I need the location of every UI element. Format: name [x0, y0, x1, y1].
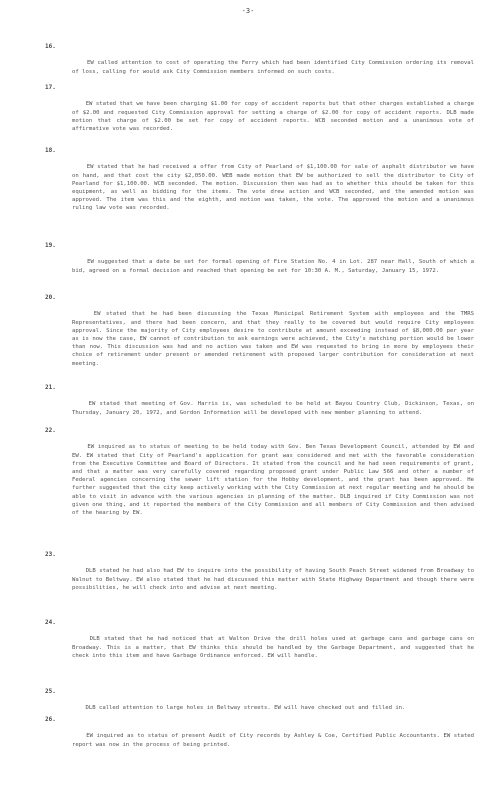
- item-number: 18.: [45, 147, 56, 154]
- item-number: 17.: [45, 84, 56, 91]
- minutes-item: [45, 384, 478, 425]
- item-text: EW called attention to cost of operating the Ferry which had been identified City Commission ordering its removal of loss, calling for would ask City Commission members informed on such costs.: [72, 60, 478, 75]
- item-text: EW inquired as to status of meeting to be held today with Gov. Ben Texas Development Council, attended by EW and EW. EW stated that City of Pearland's application for grant was considered and met with the favorable consideration from the Executive Committee and Board of Directors. It stated from the council and he had seen requirements of grant, and that a matter was very carefully covered regarding proposed grant under Public Law 566 and other a number of Federal agencies concerning the sewer lift station for the Hobby development, and the grant has been approved. He further suggested that the city keep actively working with the City Commission at next regular meeting and he should be able to visit in advance with the various agencies in planning of the matter. DLB inquired if City Commission was not given one thing, and it reported the members of the City Commission and all members of City Commission and then advised of the hearing by EW.: [72, 444, 478, 517]
- item-number: 25.: [45, 688, 56, 695]
- item-number: 20.: [45, 294, 56, 301]
- minutes-item: [45, 716, 478, 757]
- item-text: DLB called attention to large holes in Beltway streets. EW will have checked out and filled in.: [85, 705, 406, 712]
- minutes-item: [45, 147, 478, 221]
- minutes-item: [45, 43, 478, 84]
- item-number: 16.: [45, 43, 56, 50]
- minutes-item: [45, 427, 478, 525]
- item-number: 24.: [45, 619, 56, 626]
- item-number: 21.: [45, 384, 56, 391]
- page-number: -3-: [241, 7, 255, 15]
- item-text: EW inquired as to status of present Audit of City records by Ashley & Coe, Certified Public Accountants. EW stated report was now in the process of being printed.: [72, 733, 478, 748]
- item-text: EW stated that he had received a offer from City of Pearland of $1,100.00 for sale of asphalt distributor we have on hand, and that cost the city $2,050.00. WEB made motion that EW be authorized to sell the distributor to City of Pearland for $1,100.00. WCB seconded. The motion. Discussion then was had as to whether this should be taken for this equipment, as well as bidding for the items. The vote drew action and WCB seconded, and the amended motion was approved. The item was this and the eighth, and motion was taken, the vote. The approved the motion and a unanimous ruling law vote was recorded.: [72, 164, 478, 212]
- item-number: 22.: [45, 427, 56, 434]
- item-text: DLB stated he had also had EW to inquire into the possibility of having South Peach Street widened from Broadway to Walnut to Beltway. EW also stated that he had discussed this matter with State Highway Department and though there were possibilities, he will check into and advise at next meeting.: [72, 568, 478, 591]
- item-number: 23.: [45, 551, 56, 558]
- minutes-item: [45, 242, 478, 283]
- item-text: EW stated that he had been discussing the Texas Municipal Retirement System with employees and the TMRS Representatives, and there had been concern, and that they really to be covered but would require City employees approval. Since the majority of City employees desire to contribute at amount exceeding instead of $8,000.00 per year as is now the case, EW cannot of contribution to ask earnings were achieved, the City's matching portion would be lower than now. This discussion was had and no action was taken and EW was requested to bring in more by employees their choice of retirement under present or amended retirement with proposed larger contribution for consideration at next meeting.: [72, 311, 478, 367]
- minutes-item: [45, 551, 478, 600]
- item-text: EW stated that we have been charging $1.00 for copy of accident reports but that other charges established a charge of $2.00 and requested City Commission approval for setting a charge of $2.00 for copy of accident reports. DLB made motion that charge of $2.00 be set for copy of accident reports. WCB seconded motion and a unanimous vote of affirmative vote was recorded.: [72, 101, 478, 133]
- minutes-item: [45, 294, 478, 376]
- minutes-item: [45, 619, 478, 668]
- item-text: DLB stated that he had noticed that at Walton Drive the drill holes used at garbage cans and garbage cans on Broadway. This is a matter, that EW thinks this should be handled by the Garbage Department, and suggested that he check into this item and have Garbage Ordinance enforced. EW will handle.: [72, 636, 478, 659]
- item-text: EW stated that meeting of Gov. Harris is, was scheduled to be held at Bayou Country Club, Dickinson, Texas, on Thursday, January 20, 1972, and Gordon Information will be developed with new member planning to attend.: [72, 401, 478, 416]
- item-text: EW suggested that a date be set for formal opening of Fire Station No. 4 in Lot. 287 near Hall, South of which a bid, agreed on a formal decision and reached that opening be set for 10:30 A. M., Saturday, January 15, 1972.: [72, 259, 478, 274]
- minutes-item: [45, 84, 478, 141]
- item-number: 26.: [45, 716, 56, 723]
- item-number: 19.: [45, 242, 56, 249]
